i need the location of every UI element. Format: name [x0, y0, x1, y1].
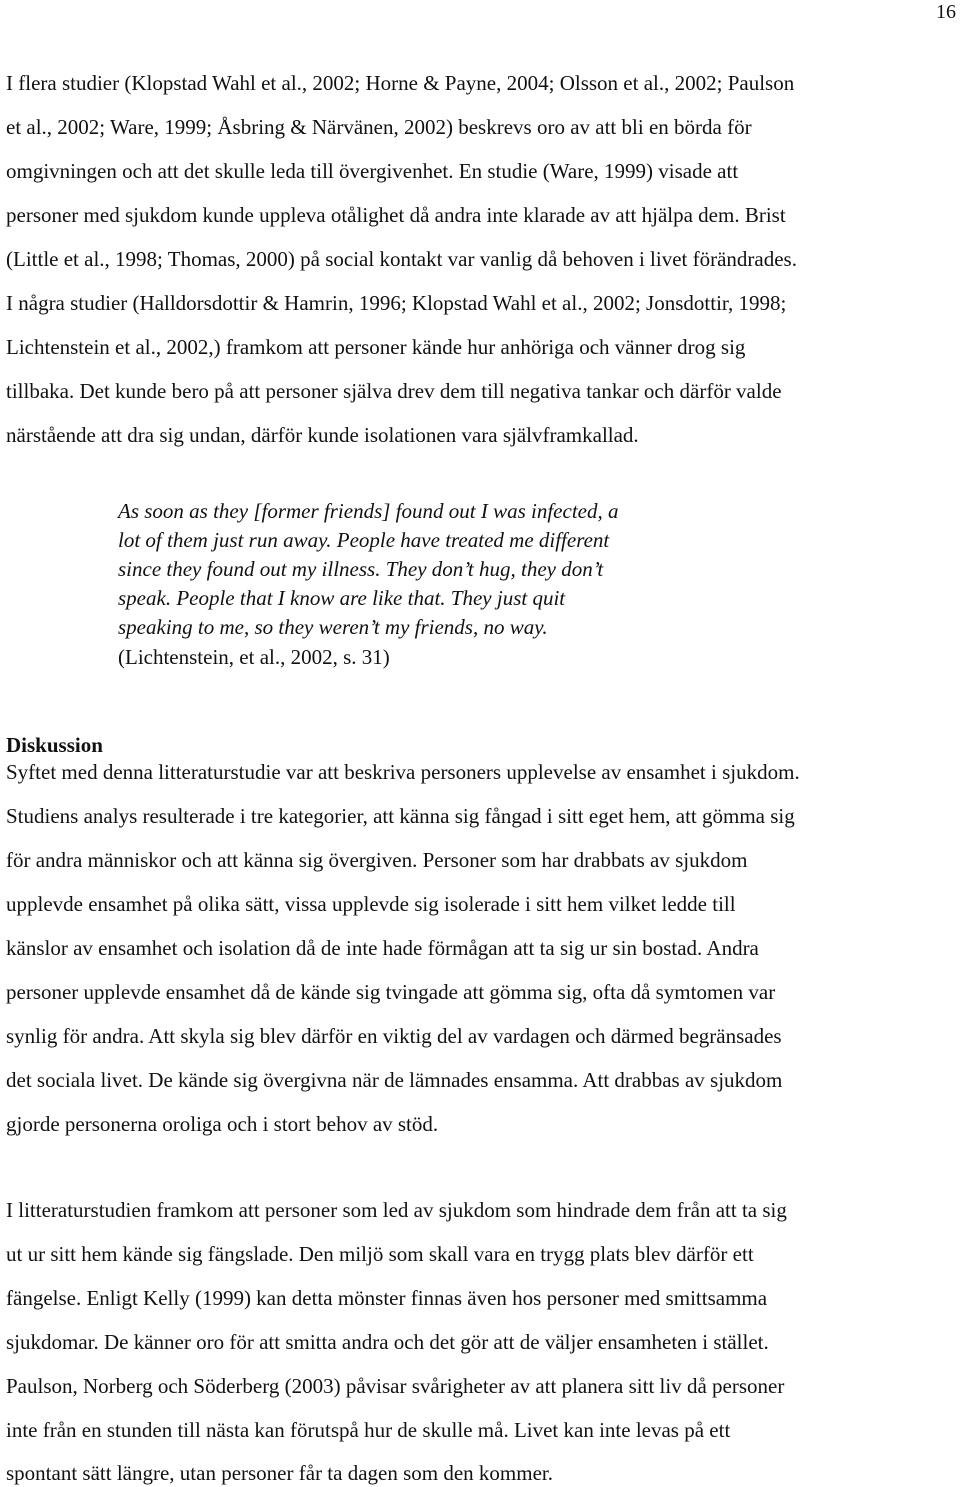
quote-line: speak. People that I know are like that. They just quit	[118, 586, 566, 610]
paragraph-line: I några studier (Halldorsdottir & Hamrin, 1996; Klopstad Wahl et al., 2002; Jonsdottir, 1998;	[6, 291, 787, 315]
paragraph-line: gjorde personerna oroliga och i stort behov av stöd.	[6, 1112, 439, 1136]
page-number: 16	[936, 1, 956, 23]
paragraph-line: Lichtenstein et al., 2002,) framkom att personer kände hur anhöriga och vänner drog sig	[6, 335, 746, 359]
quote-line: since they found out my illness. They don’t hug, they don’t	[118, 557, 604, 581]
paragraph-line: sjukdomar. De känner oro för att smitta andra och det gör att de väljer ensamheten i stället.	[6, 1330, 769, 1354]
paragraph-line: tillbaka. Det kunde bero på att personer själva drev dem till negativa tankar och därför valde	[6, 379, 782, 403]
paragraph-line: för andra människor och att känna sig övergiven. Personer som har drabbats av sjukdom	[6, 848, 748, 872]
paragraph-line: känslor av ensamhet och isolation då de inte hade förmågan att ta sig ur sin bostad. Andra	[6, 936, 759, 960]
paragraph-line: I litteraturstudien framkom att personer som led av sjukdom som hindrade dem från att ta sig	[6, 1198, 787, 1222]
paragraph-line: personer upplevde ensamhet då de kände sig tvingade att gömma sig, ofta då symtomen var	[6, 980, 776, 1004]
paragraph-line: upplevde ensamhet på olika sätt, vissa upplevde sig isolerade i sitt hem vilket ledde till	[6, 892, 736, 916]
paragraph-line: personer med sjukdom kunde uppleva otålighet då andra inte klarade av att hjälpa dem. Brist	[6, 203, 786, 227]
paragraph-line: (Little et al., 1998; Thomas, 2000) på social kontakt var vanlig då behoven i livet förändrades.	[6, 247, 797, 271]
paragraph-line: Paulson, Norberg och Söderberg (2003) påvisar svårigheter av att planera sitt liv då personer	[6, 1374, 785, 1398]
quote-citation: (Lichtenstein, et al., 2002, s. 31)	[118, 645, 390, 669]
paragraph-line: inte från en stunden till nästa kan förutspå hur de skulle må. Livet kan inte levas på ett	[6, 1418, 731, 1442]
quote-line: lot of them just run away. People have treated me different	[118, 528, 610, 552]
paragraph-line: spontant sätt längre, utan personer får ta dagen som den kommer.	[6, 1461, 554, 1485]
paragraph-line: närstående att dra sig undan, därför kunde isolationen vara självframkallad.	[6, 423, 639, 447]
paragraph-line: I flera studier (Klopstad Wahl et al., 2002; Horne & Payne, 2004; Olsson et al., 2002; Paulson	[6, 71, 795, 95]
paragraph-line: Syftet med denna litteraturstudie var att beskriva personers upplevelse av ensamhet i sjukdom.	[6, 760, 800, 784]
section-heading: Diskussion	[6, 733, 103, 757]
paragraph-line: et al., 2002; Ware, 1999; Åsbring & Närvänen, 2002) beskrevs oro av att bli en börda för	[6, 115, 752, 139]
paragraph-line: ut ur sitt hem kände sig fängslade. Den miljö som skall vara en trygg plats blev därför ett	[6, 1242, 754, 1266]
paragraph-line: omgivningen och att det skulle leda till övergivenhet. En studie (Ware, 1999) visade att	[6, 159, 739, 183]
quote-line: speaking to me, so they weren’t my friends, no way.	[118, 615, 548, 639]
paragraph-line: det sociala livet. De kände sig övergivna när de lämnades ensamma. Att drabbas av sjukdom	[6, 1068, 783, 1092]
paragraph-line: synlig för andra. Att skyla sig blev därför en viktig del av vardagen och därmed begränsades	[6, 1024, 782, 1048]
paragraph-line: Studiens analys resulterade i tre kategorier, att känna sig fångad i sitt eget hem, att gömma sig	[6, 804, 795, 828]
paragraph-line: fängelse. Enligt Kelly (1999) kan detta mönster finnas även hos personer med smittsamma	[6, 1286, 768, 1310]
quote-line: As soon as they [former friends] found out I was infected, a	[118, 499, 619, 523]
